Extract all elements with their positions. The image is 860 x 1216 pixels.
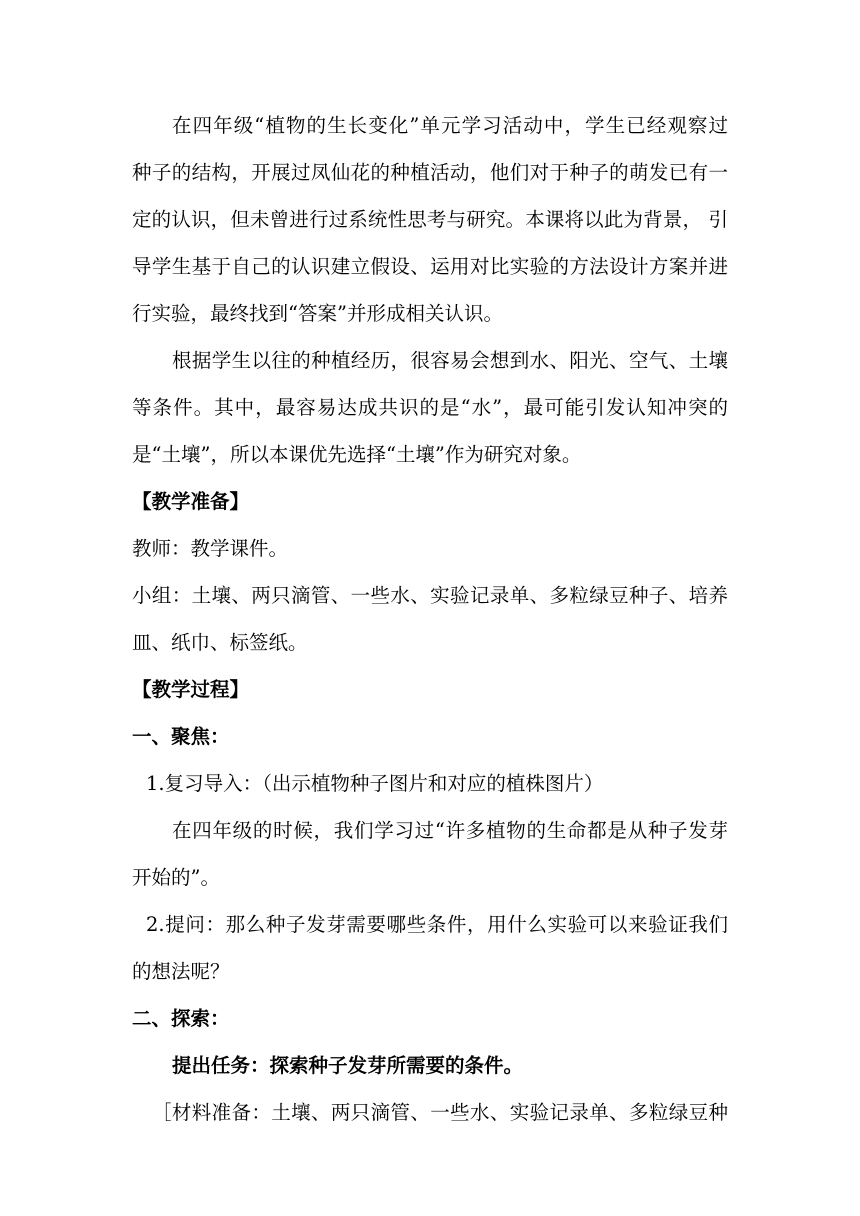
section-1-item-1: 1.复习导入：（出示植物种子图片和对应的植株图片） — [146, 772, 604, 795]
paragraph-1-line-4: 导学生基于自己的认识建立假设、运用对比实验的方法设计方案并进 — [132, 255, 728, 278]
section-1-item-1-text-line-1: 在四年级的时候，我们学习过“许多植物的生命都是从种子发芽 — [172, 819, 728, 842]
process-heading: 【教学过程】 — [132, 678, 250, 701]
prep-group-line-1: 小组：土壤、两只滴管、一些水、实验记录单、多粒绿豆种子、培养 — [132, 584, 728, 607]
paragraph-2-line-3: 是“土壤”，所以本课优先选择“土壤”作为研究对象。 — [132, 443, 582, 466]
paragraph-2-line-1: 根据学生以往的种植经历，很容易会想到水、阳光、空气、土壤 — [172, 349, 728, 372]
prep-heading: 【教学准备】 — [132, 490, 250, 513]
section-1-item-2-line-2: 的想法呢？ — [132, 960, 230, 983]
paragraph-2-line-2: 等条件。其中，最容易达成共识的是“水”，最可能引发认知冲突的 — [132, 396, 728, 419]
paragraph-1-line-2: 种子的结构，开展过凤仙花的种植活动，他们对于种子的萌发已有一 — [132, 161, 728, 184]
section-2-title: 二、探索： — [132, 1007, 230, 1030]
prep-teacher: 教师：教学课件。 — [132, 537, 289, 560]
paragraph-1-line-3: 定的认识，但未曾进行过系统性思考与研究。本课将以此为背景， 引 — [132, 208, 728, 231]
section-2-materials: ［材料准备：土壤、两只滴管、一些水、实验记录单、多粒绿豆种 — [152, 1101, 728, 1124]
section-1-item-2-line-1: 2.提问：那么种子发芽需要哪些条件，用什么实验可以来验证我们 — [146, 913, 728, 936]
prep-group-line-2: 皿、纸巾、标签纸。 — [132, 631, 308, 654]
section-2-task: 提出任务：探索种子发芽所需要的条件。 — [172, 1054, 524, 1077]
paragraph-1-line-1: 在四年级“植物的生长变化”单元学习活动中，学生已经观察过 — [172, 114, 728, 137]
section-1-title: 一、聚焦： — [132, 725, 230, 748]
section-1-item-1-text-line-2: 开始的”。 — [132, 866, 220, 889]
paragraph-1-line-5: 行实验，最终找到“答案”并形成相关认识。 — [132, 302, 503, 325]
